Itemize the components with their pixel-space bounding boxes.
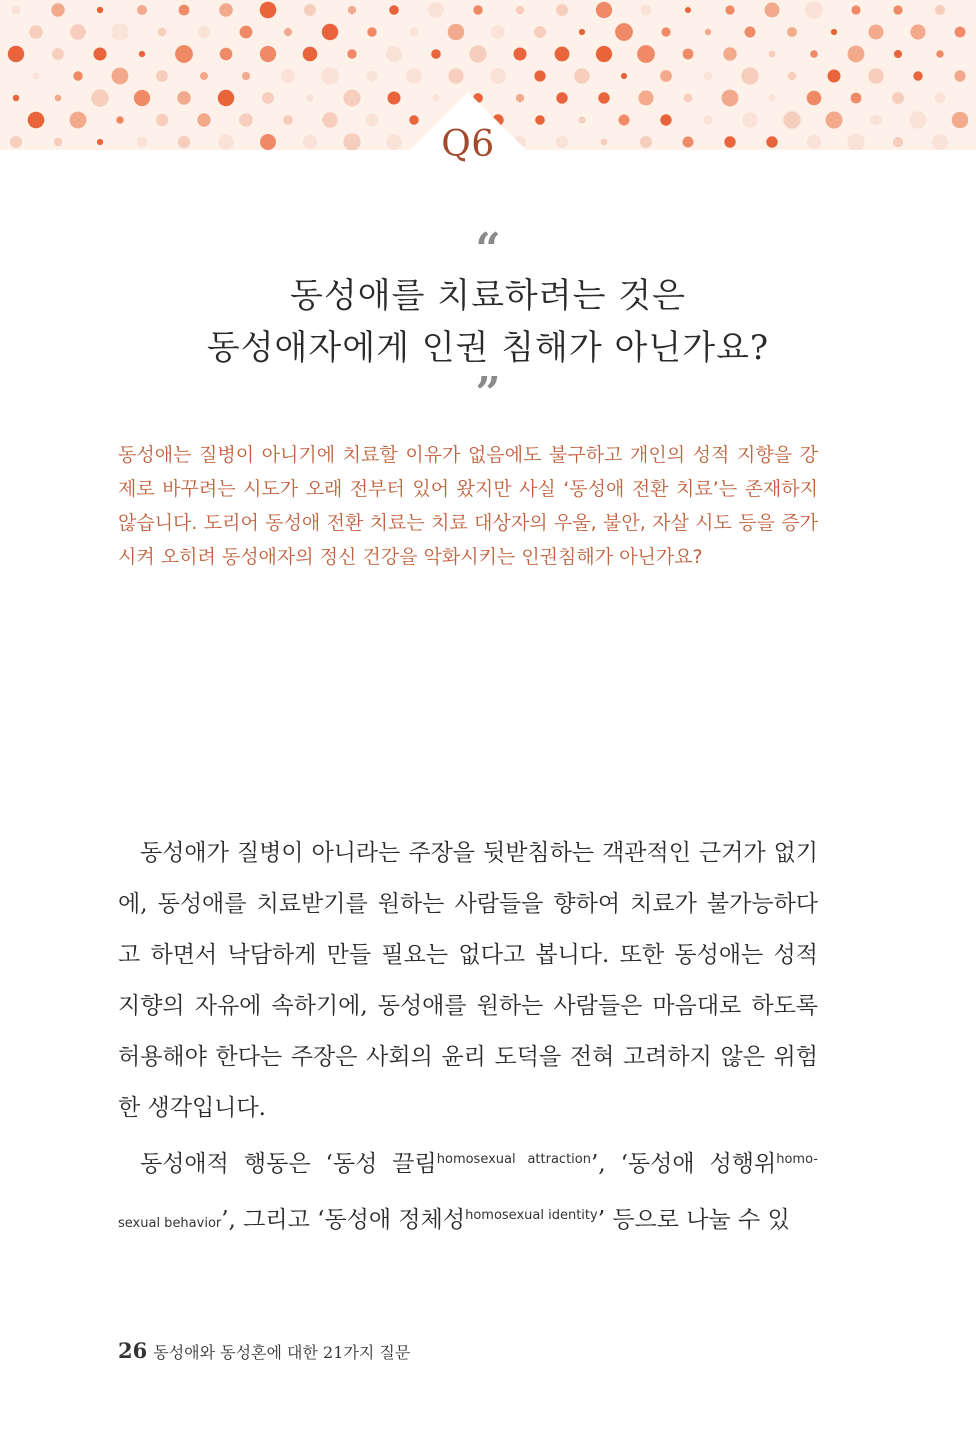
para2-text-a: 동성애적 행동은 ‘동성 끌림 xyxy=(140,1151,437,1177)
page-number: 26 xyxy=(118,1338,148,1363)
para2-text-b: ’, ‘동성애 성행위 xyxy=(590,1151,777,1177)
para2-annotation-identity: homosexual identity xyxy=(465,1208,598,1223)
question-intro-paragraph: 동성애는 질병이 아니기에 치료할 이유가 없음에도 불구하고 개인의 성적 지향을 강제로 바꾸려는 시도가 오래 전부터 있어 왔지만 사실 ‘동성애 전환 치료’는 존재하지 않습니다. 도리어 동성애 전환 치료는 치료 대상자의 우울, 불안, 자살 시도 등을 증가시켜 오히려 동성애자의 정신 건강을 악화시키는 인권침해가 아닌가요? xyxy=(118,444,818,568)
book-title: 동성애와 동성혼에 대한 21가지 질문 xyxy=(153,1343,411,1362)
answer-paragraph-1: 동성애가 질병이 아니라는 주장을 뒷받침하는 객관적인 근거가 없기에, 동성애를 치료받기를 원하는 사람들을 향하여 치료가 불가능하다고 하면서 낙담하게 만들 필요는 없다고 봅니다. 또한 동성애는 성적 지향의 자유에 속하기에, 동성애를 원하는 사람들은 마음대로 하도록 허용해야 한다는 주장은 사회의 윤리 도덕을 전혀 고려하지 않은 위험한 생각입니다. xyxy=(118,840,818,1121)
answer-body xyxy=(118,828,818,1249)
para2-annotation-behavior-start: homo- xyxy=(776,1152,818,1167)
para2-annotation-behavior-end: sexual behavior xyxy=(118,1216,222,1231)
answer-paragraph-2 xyxy=(118,1134,818,1249)
para2-text-c: ’, 그리고 ‘동성애 정체성 xyxy=(221,1207,466,1233)
page-footer xyxy=(118,1338,410,1363)
open-quote-mark: “ xyxy=(475,224,501,275)
question-title-line-2: 동성애자에게 인권 침해가 아닌가요? xyxy=(206,328,770,368)
question-title-line-1: 동성애를 치료하려는 것은 xyxy=(290,276,686,316)
para2-annotation-attraction: homosexual attraction xyxy=(436,1152,591,1167)
question-number: Q6 xyxy=(441,124,495,165)
close-quote-mark: ” xyxy=(475,368,501,419)
para2-text-d: ’ 등으로 나눌 수 있 xyxy=(597,1207,790,1233)
